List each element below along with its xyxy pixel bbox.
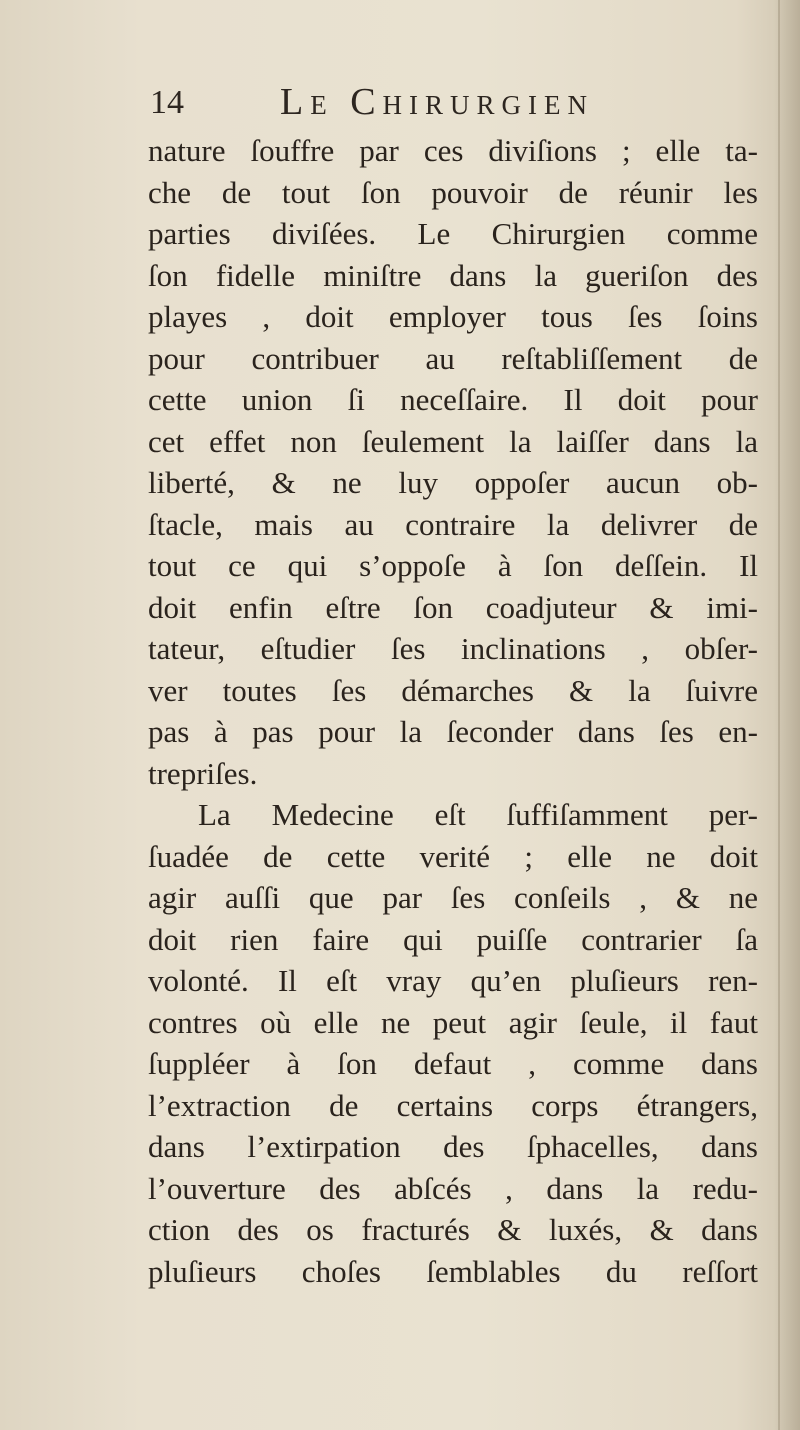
body-text xyxy=(148,130,758,1292)
text-line: playes , doit employer tous ſes ſoins xyxy=(148,299,758,334)
text-line: volonté. Il eſt vray qu’en pluſieurs ren- xyxy=(148,963,758,998)
text-line: La Medecine eſt ſuffiſamment per- xyxy=(198,797,758,832)
text-line: ſon fidelle miniſtre dans la gueriſon des xyxy=(148,257,758,293)
text-line: ſuadée de cette verité ; elle ne doit xyxy=(148,838,758,874)
text-line: che de tout ſon pouvoir de réunir les xyxy=(148,174,758,210)
text-line: pour contribuer au reſtabliſſement de xyxy=(148,340,758,376)
text-line: contres où elle ne peut agir ſeule, il faut xyxy=(148,1004,758,1040)
text-line: cet effet non ſeulement la laiſſer dans la xyxy=(148,423,758,459)
text-line: liberté, & ne luy oppoſer aucun ob- xyxy=(148,465,758,500)
paragraph-2 xyxy=(148,794,758,1292)
text-line: tateur, eſtudier ſes inclinations , obſer- xyxy=(148,631,758,666)
text-line: trepriſes. xyxy=(148,755,258,791)
text-line: ver toutes ſes démarches & la ſuivre xyxy=(148,672,758,708)
page-edge-line xyxy=(778,0,780,1430)
text-line: cette union ſi neceſſaire. Il doit pour xyxy=(148,382,758,417)
running-head: Le Chirurgien xyxy=(280,81,595,123)
text-line: ction des os fracturés & luxés, & dans xyxy=(148,1212,758,1247)
text-line: parties diviſées. Le Chirurgien comme xyxy=(148,216,758,251)
text-line: agir auſſi que par ſes conſeils , & ne xyxy=(148,880,758,915)
text-line: doit rien faire qui puiſſe contrarier ſa xyxy=(148,921,758,957)
text-line: dans l’extirpation des ſphacelles, dans xyxy=(148,1129,758,1164)
text-line: pluſieurs choſes ſemblables du reſſort xyxy=(148,1253,758,1289)
page-header xyxy=(150,80,670,128)
text-line: ſtacle, mais au contraire la delivrer de xyxy=(148,506,758,542)
page-number: 14 xyxy=(150,84,184,121)
text-line: doit enfin eſtre ſon coadjuteur & imi- xyxy=(148,589,758,625)
text-line: tout ce qui s’oppoſe à ſon deſſein. Il xyxy=(148,548,758,583)
text-line: nature ſouffre par ces diviſions ; elle ta- xyxy=(148,133,758,168)
paragraph-1 xyxy=(148,130,758,794)
text-line: l’extraction de certains corps étrangers, xyxy=(148,1087,758,1123)
text-line: l’ouverture des abſcés , dans la redu- xyxy=(148,1170,758,1206)
text-line: ſuppléer à ſon defaut , comme dans xyxy=(148,1046,758,1081)
text-line: pas à pas pour la ſeconder dans ſes en- xyxy=(148,714,758,749)
